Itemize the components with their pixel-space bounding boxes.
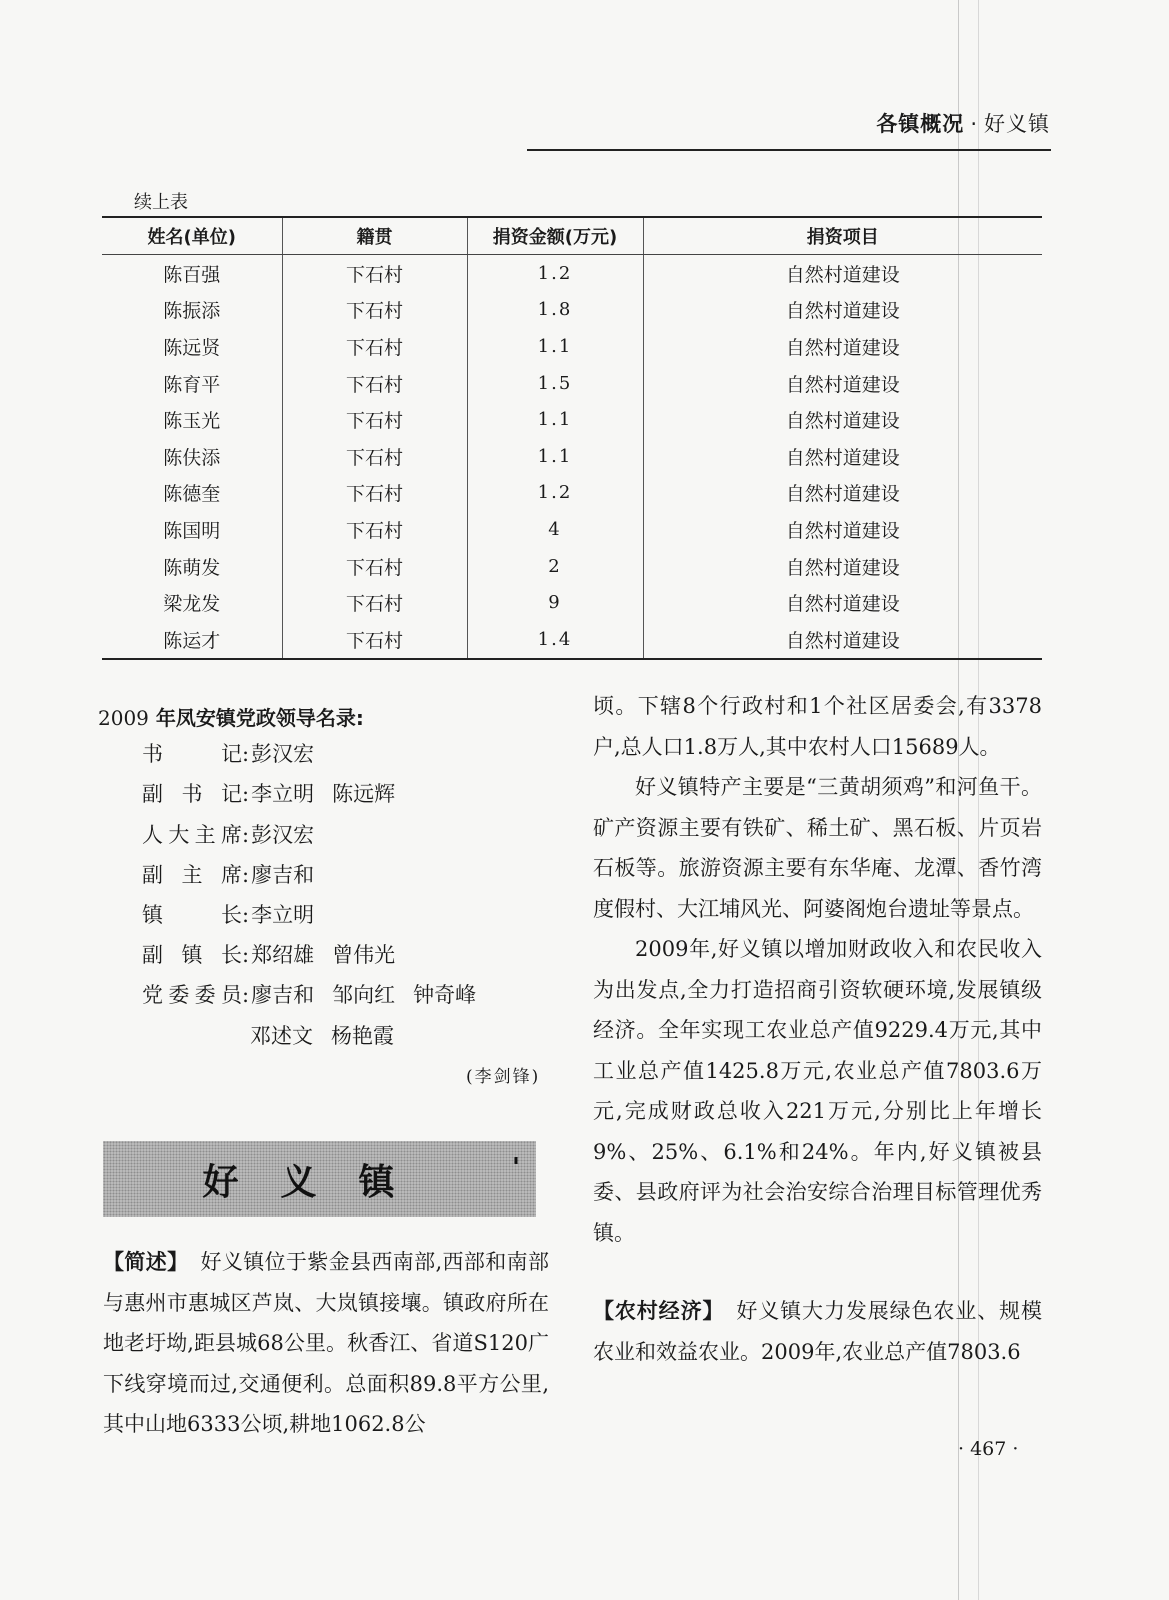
leader-name: 彭汉宏: [251, 742, 315, 766]
leader-name: 邹向红: [332, 983, 396, 1007]
header-rule: [527, 149, 1051, 151]
leaders-title: [98, 702, 364, 731]
table-row: [102, 548, 1042, 585]
specialty-paragraph: 好义镇特产主要是“三黄胡须鸡”和河鱼干。矿产资源主要有铁矿、稀土矿、黑石板、片页岩石板等。旅游资源主要有东华庵、龙潭、香竹湾度假村、大江埔风光、阿婆阁炮台遗址等景点。: [593, 775, 1042, 921]
author-note: (李剑锋): [466, 1067, 541, 1087]
cell-amount: 1.1: [467, 328, 643, 365]
cell-project: 自然村道建设: [785, 373, 900, 396]
leader-colon: :: [242, 903, 250, 927]
cell-origin: 下石村: [282, 511, 467, 548]
leader-name: 廖吉和: [251, 863, 315, 887]
leader-name: 郑绍雄: [251, 943, 315, 967]
cell-origin: 下石村: [282, 621, 467, 659]
cell-name: 陈百强: [102, 255, 282, 292]
leader-title: 镇长: [142, 903, 242, 927]
cell-name: 陈伕添: [102, 438, 282, 475]
leader-colon: :: [242, 863, 250, 887]
leader-name: 李立明: [251, 903, 315, 927]
col-header-name: 姓名(单位): [102, 217, 282, 255]
page-number: · 467 ·: [958, 1438, 1019, 1460]
cell-amount: 2: [467, 548, 643, 585]
col-header-amount: 捐资金额(万元): [467, 217, 643, 255]
cell-name: 陈育平: [102, 365, 282, 402]
leader-name: 曾伟光: [332, 943, 396, 967]
leader-name: 彭汉宏: [251, 823, 315, 847]
header-town: 好义镇: [984, 112, 1050, 136]
leader-name: 邓述文: [250, 1024, 313, 1048]
table-row: [102, 584, 1042, 621]
leader-colon: :: [242, 943, 250, 967]
leader-title: 党委委员: [142, 983, 242, 1007]
cell-project: 自然村道建设: [643, 621, 1042, 659]
leader-name: 李立明: [251, 782, 315, 806]
cell-project: 自然村道建设: [785, 446, 900, 469]
leader-row: [142, 899, 332, 929]
leaders-title-text: 年凤安镇党政领导名录:: [155, 706, 364, 730]
col-header-origin: 籍贯: [282, 217, 467, 255]
cell-origin: 下石村: [282, 292, 467, 329]
overview-continued: 顷。下辖8个行政村和1个社区居委会,有3378户,总人口1.8万人,其中农村人口15689人。: [593, 694, 1042, 759]
table-row: [102, 621, 1042, 659]
cell-origin: 下石村: [282, 584, 467, 621]
cell-project: 自然村道建设: [785, 483, 900, 506]
cell-amount: 1.1: [467, 401, 643, 438]
table-row: [102, 401, 1042, 438]
cell-name: 陈萌发: [102, 548, 282, 585]
cell-name: 陈玉光: [102, 401, 282, 438]
table-row: [102, 438, 1042, 475]
rural-economy-tag: 【农村经济】: [593, 1299, 725, 1323]
table-continued-label: 续上表: [134, 192, 188, 213]
cell-amount: 1.1: [467, 438, 643, 475]
leader-colon: :: [242, 742, 250, 766]
cell-amount: 1.8: [467, 292, 643, 329]
cell-origin: 下石村: [282, 475, 467, 512]
economy-paragraph: 2009年,好义镇以增加财政收入和农民收入为出发点,全力打造招商引资软硬环境,发展镇级经济。全年实现工农业总产值9229.4万元,其中工业总产值1425.8万元,农业总产值7803.6万元,完成财政总收入221万元,分别比上年增长9%、25%、6.1%和24%。年内,好义镇被县委、县政府评为社会治安综合治理目标管理优秀镇。: [593, 937, 1042, 1245]
leader-title: 书记: [142, 742, 242, 766]
leader-title: 人大主席: [142, 823, 242, 847]
cell-amount: 1.5: [467, 365, 643, 402]
cell-project: 自然村道建设: [785, 263, 900, 286]
table-row: [102, 365, 1042, 402]
cell-amount: 1.4: [467, 621, 643, 659]
overview-text-left: 好义镇位于紫金县西南部,西部和南部与惠州市惠城区芦岚、大岚镇接壤。镇政府所在地老圩坳,距县城68公里。秋香江、省道S120广下线穿境而过,交通便利。总面积89.8平方公里,其中山地6333公顷,耕地1062.8公: [103, 1250, 549, 1436]
cell-origin: 下石村: [282, 438, 467, 475]
overview-paragraph: [103, 1242, 549, 1445]
leader-colon: :: [242, 782, 250, 806]
leader-row: [142, 819, 332, 849]
cell-amount: 9: [467, 584, 643, 621]
paragraph-gap: [593, 1253, 1042, 1291]
table-row: [102, 255, 1042, 292]
cell-name: 陈德奎: [102, 475, 282, 512]
leader-title: 副主席: [142, 863, 242, 887]
cell-origin: 下石村: [282, 548, 467, 585]
cell-origin: 下石村: [282, 255, 467, 292]
cell-name: 梁龙发: [102, 584, 282, 621]
cell-name: 陈远贤: [102, 328, 282, 365]
cell-origin: 下石村: [282, 328, 467, 365]
cell-origin: 下石村: [282, 401, 467, 438]
header-section: 各镇概况: [876, 112, 965, 136]
right-column: [593, 686, 1042, 1372]
leaders-title-year: 2009: [98, 706, 149, 730]
cell-name: 陈国明: [102, 511, 282, 548]
leader-name: 钟奇峰: [413, 983, 477, 1007]
cell-project: 自然村道建设: [785, 556, 900, 579]
leader-row: [142, 939, 413, 969]
leader-title: 副镇长: [142, 943, 242, 967]
section-title: 好义镇: [202, 1161, 437, 1203]
cell-project: 自然村道建设: [785, 300, 900, 323]
section-title-box: [103, 1141, 536, 1217]
table-header-row: [102, 217, 1042, 255]
leader-colon: :: [242, 983, 250, 1007]
cell-project: 自然村道建设: [785, 519, 900, 542]
table-row: [102, 292, 1042, 329]
cell-amount: 1.2: [467, 475, 643, 512]
leader-name: 陈远辉: [332, 782, 396, 806]
leader-row: [250, 1020, 412, 1050]
overview-tag: 【简述】: [103, 1250, 189, 1274]
leader-row: [142, 738, 332, 768]
col-header-project: 捐资项目: [643, 217, 1042, 255]
cell-origin: 下石村: [282, 365, 467, 402]
header-separator: ·: [970, 112, 978, 136]
table-row: [102, 475, 1042, 512]
leader-row: [142, 859, 332, 889]
leader-row: [142, 778, 413, 808]
cell-project: 自然村道建设: [785, 410, 900, 433]
running-header: [560, 108, 1050, 138]
left-column: [103, 1242, 549, 1445]
leader-name: 杨艳霞: [331, 1024, 394, 1048]
table-row: [102, 328, 1042, 365]
leader-name: 廖吉和: [251, 983, 315, 1007]
leader-row: [142, 979, 494, 1009]
section-mark: ': [512, 1153, 520, 1183]
donation-table: [102, 216, 1042, 660]
rural-economy-text: 好义镇大力发展绿色农业、规模农业和效益农业。2009年,农业总产值7803.6: [593, 1299, 1043, 1364]
cell-amount: 4: [467, 511, 643, 548]
cell-name: 陈振添: [102, 292, 282, 329]
cell-project: 自然村道建设: [785, 336, 900, 359]
cell-project: 自然村道建设: [785, 593, 900, 616]
table-row: [102, 511, 1042, 548]
leader-title: 副书记: [142, 782, 242, 806]
cell-name: 陈运才: [102, 621, 282, 659]
rural-economy-paragraph: [593, 1291, 1042, 1372]
cell-amount: 1.2: [467, 255, 643, 292]
leader-colon: :: [242, 823, 250, 847]
